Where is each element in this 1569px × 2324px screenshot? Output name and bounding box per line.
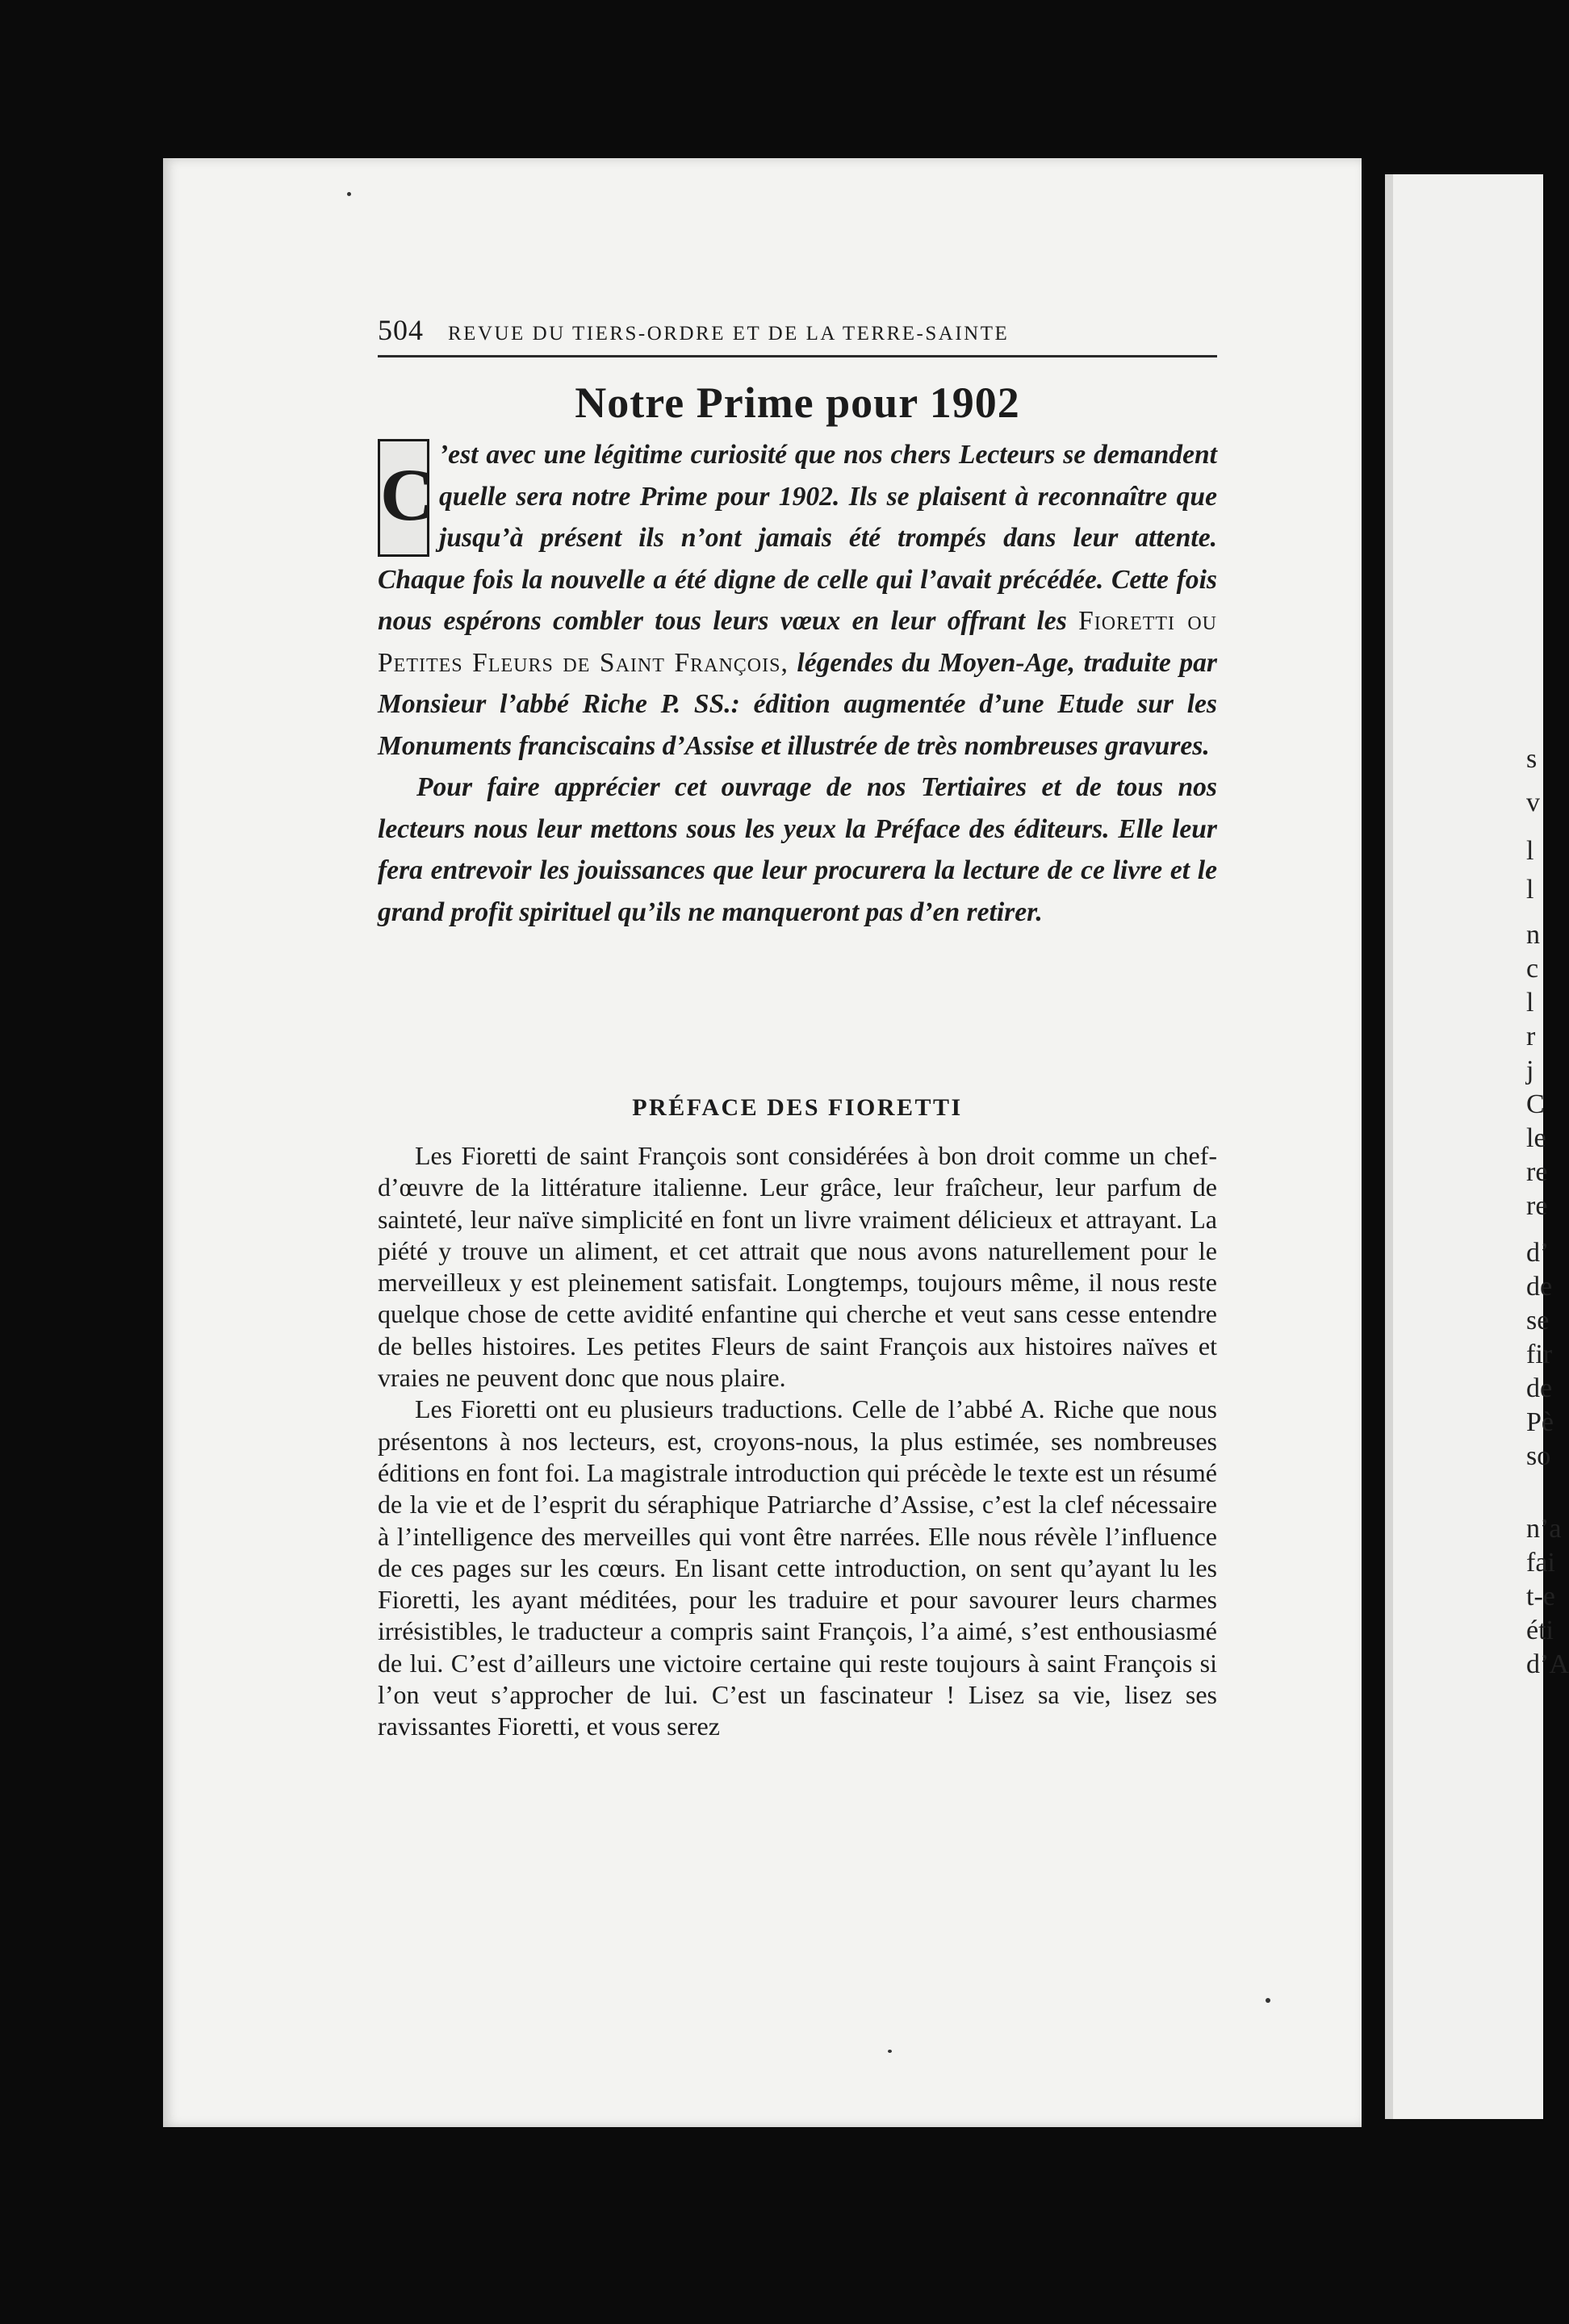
facing-fragment: re xyxy=(1526,1157,1548,1187)
header-rule xyxy=(378,355,1217,357)
intro-paragraph-2: Pour faire apprécier cet ouvrage de nos Tertiaires et de tous nos lecteurs nous leur mettons sous les yeux la Préface des éditeurs. Elle leur fera entrevoir les jouissances que leur procurera la lecture de ce livre et le grand profit spirituel qu’ils ne manqueront pas d’en retirer. xyxy=(378,772,1217,927)
facing-fragment: c xyxy=(1526,954,1539,984)
dust-speck xyxy=(347,192,351,196)
facing-fragment: fai xyxy=(1526,1548,1555,1578)
facing-fragment: so xyxy=(1526,1441,1551,1471)
facing-fragment: v xyxy=(1526,788,1540,817)
facing-page xyxy=(1385,174,1569,2119)
facing-fragment: de xyxy=(1526,1373,1553,1403)
facing-fragment: n’a xyxy=(1526,1514,1562,1544)
intro-paragraph xyxy=(378,434,1217,767)
preface-body xyxy=(378,1140,1217,1743)
facing-fragment: fir xyxy=(1526,1340,1553,1369)
page-number: 504 xyxy=(378,314,424,346)
facing-fragment: l xyxy=(1526,875,1534,905)
facing-fragment: Pè xyxy=(1526,1407,1554,1437)
facing-fragment: le xyxy=(1526,1123,1546,1153)
dust-speck xyxy=(888,2050,892,2053)
intro-text-1: ’est avec une légitime curiosité que nos chers Lecteurs se demandent quelle sera notre Prime pour 1902. Ils se plaisent à reconnaître que jusqu’à présent ils n’ont jamais été trompés dans leur attente. Chaque fois la nouvelle a été digne de celle qui l’avait précédée. Cette fois nous espérons combler tous leurs vœux en leur offrant les xyxy=(378,440,1217,636)
facing-fragment: éti xyxy=(1526,1616,1554,1645)
facing-fragment: re xyxy=(1526,1191,1548,1221)
facing-fragment: d’ xyxy=(1526,1238,1550,1268)
preface-paragraph-1: Les Fioretti de saint François sont considérées à bon droit comme un chef-d’œuvre de la littérature italienne. Leur grâce, leur fraîcheur, leur parfum de sainteté, leur naïve simplicité en font un livre vraiment délicieux et attrayant. La piété y trouve un aliment, et cet attrait que nous avons naturellement pour le merveilleux y est pleinement satisfait. Longtemps, toujours même, il nous reste quelque chose de cette avidité enfantine qui cherche et veut sans cesse entendre de belles histoires. Les petites Fleurs de saint François aux histoires naïves et vraies ne peuvent donc que nous plaire. xyxy=(378,1141,1217,1393)
facing-fragment: r xyxy=(1526,1022,1536,1051)
preface-paragraph-2: Les Fioretti ont eu plusieurs traductions. Celle de l’abbé A. Riche que nous présentons à nos lecteurs, est, croyons-nous, la plus estimée, ses nombreuses éditions en font foi. La magistrale introduction qui précède le texte est un résumé de la vie et de l’esprit du séraphique Patriarche d’Assise, c’est la clef nécessaire à l’intelligence des merveilles qui vont être narrées. Elle nous révèle l’influence de ces pages sur les cœurs. En lisant cette introduction, on sent qu’ayant lu les Fioretti, les ayant méditées, pour les traduire et pour savourer leurs charmes irrésistibles, le traducteur a compris saint François, l’a aimé, s’est enthousiasmé de lui. C’est d’ailleurs une victoire certaine qui reste toujours à saint François si l’on veut s’approcher de lui. C’est un fascinateur ! Lisez sa vie, lisez ses ravissantes Fioretti, et vous serez xyxy=(378,1394,1217,1741)
facing-fragment: se xyxy=(1526,1306,1550,1335)
article-intro xyxy=(378,434,1217,933)
facing-fragment: l xyxy=(1526,836,1534,866)
facing-fragment: n xyxy=(1526,920,1540,950)
preface-title: PRÉFACE DES FIORETTI xyxy=(632,1094,963,1121)
running-title: REVUE DU TIERS-ORDRE ET DE LA TERRE-SAINTE xyxy=(448,323,1010,345)
page-content xyxy=(378,313,1217,1741)
intro-text-2: légendes du Moyen-Age, traduite par Monsieur l’abbé Riche P. SS.: édition augmentée d’une Etude sur les Monuments franciscains d’Assise et illustrée de très nombreuses gravures. xyxy=(378,647,1217,761)
facing-fragment: d’A xyxy=(1526,1649,1569,1679)
facing-fragment: j xyxy=(1526,1055,1534,1085)
facing-fragment: C xyxy=(1526,1089,1545,1119)
facing-fragment: de xyxy=(1526,1272,1553,1302)
article-title: Notre Prime pour 1902 xyxy=(575,378,1020,427)
facing-fragment: s xyxy=(1526,744,1538,774)
facing-fragment: l xyxy=(1526,988,1534,1018)
dropcap-letter: C xyxy=(378,439,429,557)
dust-speck xyxy=(1266,1998,1270,2003)
book-title-smallcaps: Fioretti ou Petites Fleurs de Saint François, xyxy=(378,606,1217,678)
page-gutter xyxy=(1385,174,1393,2119)
facing-fragment: t-e xyxy=(1526,1582,1555,1611)
running-header xyxy=(378,313,1217,355)
